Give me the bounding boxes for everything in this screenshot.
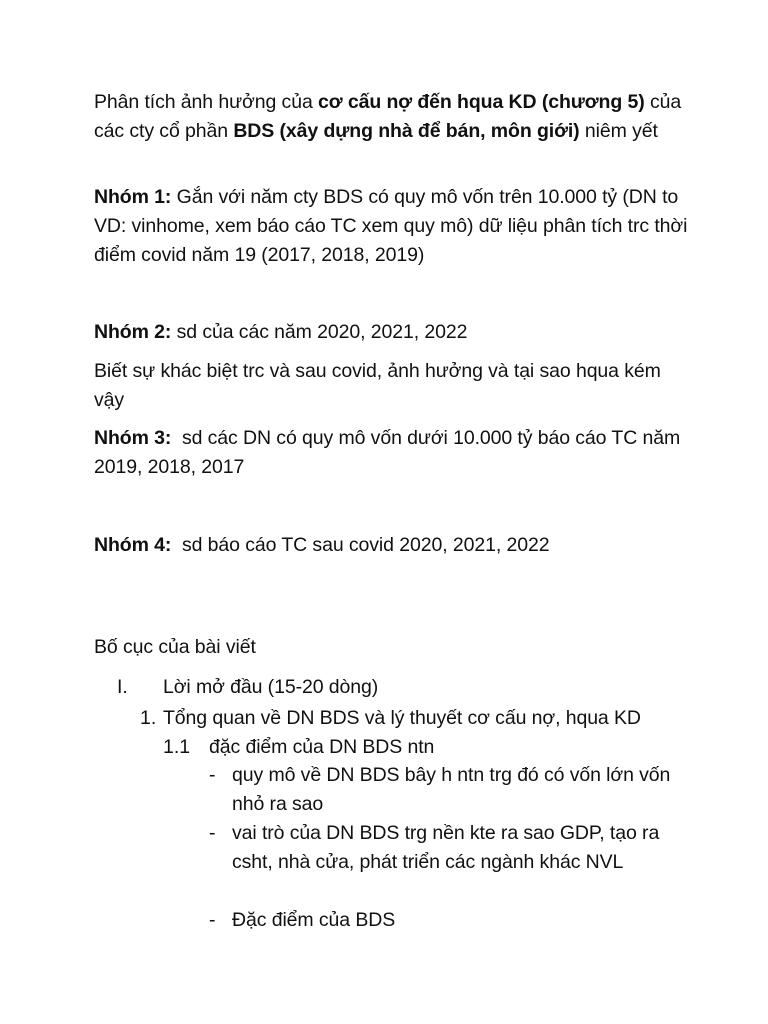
intro-bold-2: BDS (xây dựng nhà để bán, môn giới) <box>233 120 580 142</box>
group-2-text: sd của các năm 2020, 2021, 2022 <box>171 321 468 343</box>
group-4-label: Nhóm 4: <box>94 534 172 556</box>
section-title: Lời mở đầu (15-20 dòng) <box>163 676 379 698</box>
intro-bold-1: cơ cấu nợ đến hqua KD (chương 5) <box>318 91 645 113</box>
group-2-paragraph <box>94 318 694 347</box>
item-marker: 1. <box>140 707 157 729</box>
group-4-paragraph <box>94 531 694 560</box>
group-2-label: Nhóm 2: <box>94 321 172 343</box>
bullet-dash: - <box>209 764 216 786</box>
bullet-dash: - <box>209 909 216 931</box>
section-marker: I. <box>117 676 128 698</box>
group-1-paragraph <box>94 183 694 270</box>
group-1-label: Nhóm 1: <box>94 186 172 208</box>
intro-text-3: niêm yết <box>579 120 658 142</box>
item-title: Tổng quan về DN BDS và lý thuyết cơ cấu nợ, hqua KD <box>163 707 641 729</box>
group-4-text: sd báo cáo TC sau covid 2020, 2021, 2022 <box>171 534 550 556</box>
sub-marker: 1.1 <box>163 736 191 758</box>
bullet-item: Đặc điểm của BDS <box>232 909 396 931</box>
intro-text-2: của các cty cổ phần <box>94 91 682 142</box>
bullet-item: vai trò của DN BDS trg nền kte ra sao GDP, tạo ra csht, nhà cửa, phát triển các ngành khác NVL <box>232 822 660 873</box>
sub-title: đặc điểm của DN BDS ntn <box>209 736 435 758</box>
group-3-paragraph <box>94 424 694 482</box>
group-1-text: Gắn với năm cty BDS có quy mô vốn trên 10.000 tỷ (DN to VD: vinhome, xem báo cáo TC xem quy mô) dữ liệu phân tích trc thời điểm covid năm 19 (2017, 2018, 2019) <box>94 186 688 266</box>
outline-heading: Bố cục của bài viết <box>94 636 256 658</box>
group-3-text: sd các DN có quy mô vốn dưới 10.000 tỷ báo cáo TC năm 2019, 2018, 2017 <box>94 427 686 478</box>
group-3-label: Nhóm 3: <box>94 427 172 449</box>
intro-paragraph <box>94 88 694 146</box>
difference-note: Biết sự khác biệt trc và sau covid, ảnh hưởng và tại sao hqua kém vậy <box>94 360 661 411</box>
bullet-dash: - <box>209 822 216 844</box>
bullet-item: quy mô về DN BDS bây h ntn trg đó có vốn lớn vốn nhỏ ra sao <box>232 764 671 815</box>
intro-text-1: Phân tích ảnh hưởng của <box>94 91 319 113</box>
